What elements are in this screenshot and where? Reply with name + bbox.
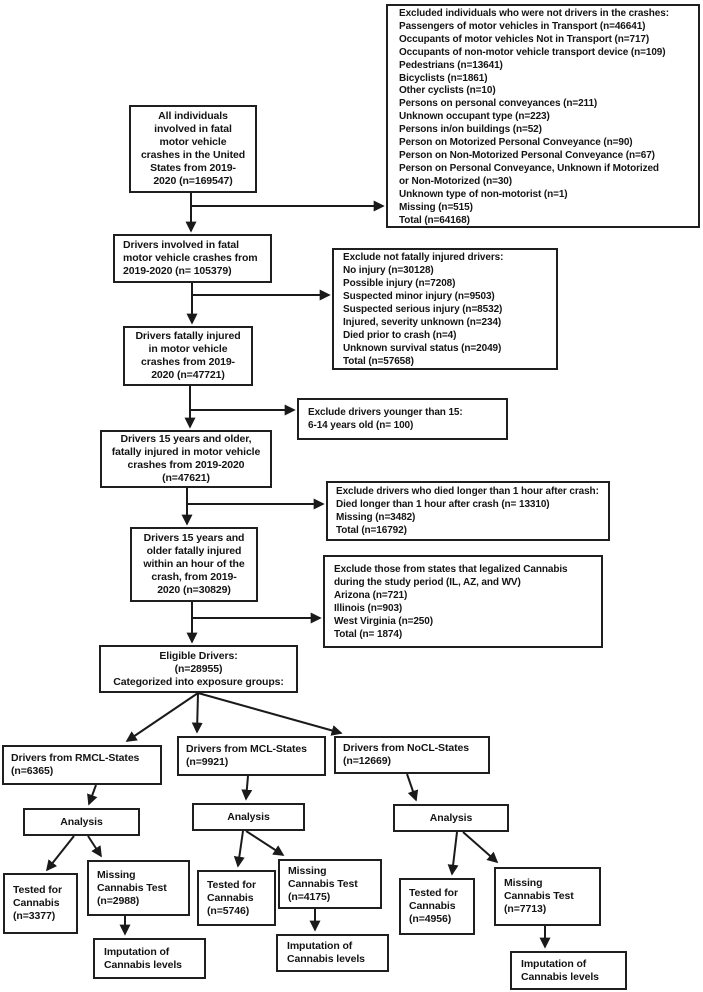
text-line: Unknown occupant type (n=223) [399,111,550,123]
text-line: Cannabis Test [504,890,574,902]
box-missing-rmcl [87,860,190,916]
text-line: (n=47621) [162,472,210,484]
text-line: (n=6365) [11,765,54,777]
box-imputation-nocl [510,951,627,990]
text-line: Exclude those from states that legalized Cannabis [334,563,568,575]
arrow-analysis-to-tested-mcl [238,831,243,866]
text-line: Pedestrians (n=13641) [399,59,503,71]
text-line: Categorized into exposure groups: [113,675,284,688]
text-line: Cannabis [207,891,254,904]
text-line: (n=28955) [174,662,223,675]
box-exclude-younger-15 [297,398,508,440]
text-line: Tested for [207,878,256,891]
text-line: Persons in/on buildings (n=52) [399,124,542,136]
text-line: Total (n= 1874) [334,628,403,640]
text-line: crashes from 2019-2020 [127,459,245,471]
text-line: 2020 (n=47721) [151,369,225,381]
text-line: Cannabis Test [97,881,167,894]
box-missing-mcl [278,859,382,909]
text-line: Persons on personal conveyances (n=211) [399,98,598,110]
text-line: Drivers fatally injured [135,330,241,342]
text-line: Cannabis levels [104,958,182,971]
text-line: Suspected minor injury (n=9503) [343,290,495,302]
text-line: crashes in the United [140,149,246,161]
text-line: Analysis [429,811,473,824]
text-line: Exclude drivers who died longer than 1 hour after crash: [336,486,599,497]
text-line: Occupants of non-motor vehicle transport device (n=109) [399,46,666,58]
box-mcl-states [177,736,326,776]
arrow-mcl-to-analysis [246,776,248,799]
box-tested-rmcl [3,873,78,934]
text-line: Imputation of [104,945,170,958]
arrow-analysis-to-missing-mcl [246,831,283,855]
text-line: within an hour of the [143,558,245,570]
text-line: Missing [288,864,327,877]
text-line: 2020 (n=169547) [153,175,233,187]
text-line: Injured, severity unknown (n=234) [343,316,502,328]
box-analysis-nocl [393,804,509,832]
text-line: Total (n=57658) [343,355,414,367]
text-line: Total (n=16792) [336,525,407,536]
text-line: Exclude not fatally injured drivers: [343,251,504,263]
box-nocl-states [334,736,490,774]
arrow-analysis-to-tested-rmcl [47,836,74,870]
box-missing-nocl [494,867,601,926]
text-line: crashes from 2019- [141,356,235,368]
text-line: involved in fatal [154,123,232,135]
text-line: Total (n=64168) [399,214,470,226]
text-line: Died prior to crash (n=4) [343,329,457,341]
text-line: older fatally injured [146,545,242,557]
text-line: Drivers from RMCL-States [11,752,140,764]
arrow-eligible-to-rmcl [127,693,198,741]
text-line: (n=5746) [207,904,250,917]
text-line: (n=12669) [343,755,391,767]
text-line: Person on Non-Motorized Personal Conveyance (n=67) [399,149,655,161]
text-line: (n=9921) [186,756,229,768]
arrow-nocl-to-analysis [407,774,416,800]
text-line: motor vehicle crashes from [123,252,258,264]
text-line: Imputation of [521,957,587,970]
box-exclude-legalized-states [323,555,603,648]
text-line: Arizona (n=721) [334,589,408,601]
text-line: Missing (n=3482) [336,512,416,523]
box-exclude-died-later [326,481,610,541]
text-line: Analysis [227,810,270,823]
text-line: in motor vehicle [148,343,228,355]
text-line: Tested for [409,887,458,899]
text-line: Person on Personal Conveyance, Unknown if Motorized [399,162,659,174]
arrow-rmcl-to-analysis [89,785,96,804]
text-line: Occupants of motor vehicles Not in Transport (n=717) [399,33,650,45]
text-line: 6-14 years old (n= 100) [308,420,414,431]
text-line: during the study period (IL, AZ, and WV) [334,576,521,588]
text-line: Bicyclists (n=1861) [399,72,488,84]
text-line: Eligible Drivers: [159,649,238,662]
arrow-eligible-to-nocl [198,693,341,733]
text-line: Cannabis levels [521,970,599,983]
text-line: Drivers involved in fatal [123,239,239,251]
text-line: (n=4175) [288,890,331,903]
arrow-eligible-to-mcl [197,693,198,732]
text-line: Cannabis levels [287,953,365,965]
text-line: Cannabis [409,900,456,912]
text-line: All individuals [158,110,228,122]
text-line: Unknown survival status (n=2049) [343,342,502,354]
box-imputation-rmcl [93,938,206,979]
box-drivers-within-hour [130,527,258,602]
text-line: Died longer than 1 hour after crash (n= 13310) [336,499,550,510]
text-line: Missing (n=515) [399,201,473,213]
text-line: Drivers 15 years and [143,532,245,544]
text-line: crash, from 2019- [151,571,237,583]
text-line: Excluded individuals who were not drivers in the crashes: [399,8,669,19]
text-line: Analysis [60,815,103,828]
box-eligible-drivers [99,645,298,693]
text-line: (n=2988) [97,894,140,907]
text-line: Missing [97,868,136,881]
text-line: Tested for [13,884,62,896]
text-line: 2019-2020 (n= 105379) [123,265,232,277]
text-line: 2020 (n=30829) [157,584,231,596]
box-all-individuals [129,105,257,193]
text-line: Imputation of [287,940,353,952]
text-line: (n=4956) [409,913,452,925]
text-line: Drivers from NoCL-States [343,742,469,754]
text-line: or Non-Motorized (n=30) [399,175,512,187]
text-line: Cannabis [13,897,60,909]
box-tested-nocl [399,878,475,935]
box-analysis-rmcl [23,808,140,836]
text-line: Passengers of motor vehicles in Transport (n=46641) [399,20,646,32]
box-imputation-mcl [276,934,389,972]
text-line: Drivers from MCL-States [186,743,307,755]
text-line: (n=3377) [13,910,56,922]
box-excluded-not-drivers [386,4,700,228]
text-line: Cannabis Test [288,877,358,890]
text-line: No injury (n=30128) [343,264,434,276]
text-line: Possible injury (n=7208) [343,277,456,289]
box-tested-mcl [197,870,276,926]
text-line: Missing [504,877,543,889]
arrow-analysis-to-missing-nocl [463,832,497,862]
text-line: States from 2019- [150,162,236,174]
box-drivers-fatally-injured [123,326,253,386]
text-line: Suspected serious injury (n=8532) [343,303,503,315]
text-line: Unknown type of non-motorist (n=1) [399,188,568,200]
text-line: Illinois (n=903) [334,602,403,614]
box-analysis-mcl [192,803,305,831]
arrow-analysis-to-missing-rmcl [88,836,101,856]
text-line: Drivers 15 years and older, [120,433,252,445]
box-rmcl-states [2,745,162,785]
box-drivers-15-older [100,430,272,488]
text-line: Exclude drivers younger than 15: [308,407,463,418]
box-drivers-involved [113,234,272,283]
text-line: Other cyclists (n=10) [399,85,496,97]
text-line: motor vehicle [159,136,227,148]
text-line: fatally injured in motor vehicle [111,446,261,458]
text-line: West Virginia (n=250) [334,615,433,627]
box-exclude-not-fatally-injured [332,248,558,370]
arrow-analysis-to-tested-nocl [452,832,457,874]
text-line: (n=7713) [504,903,547,915]
text-line: Person on Motorized Personal Conveyance (n=90) [399,137,633,149]
